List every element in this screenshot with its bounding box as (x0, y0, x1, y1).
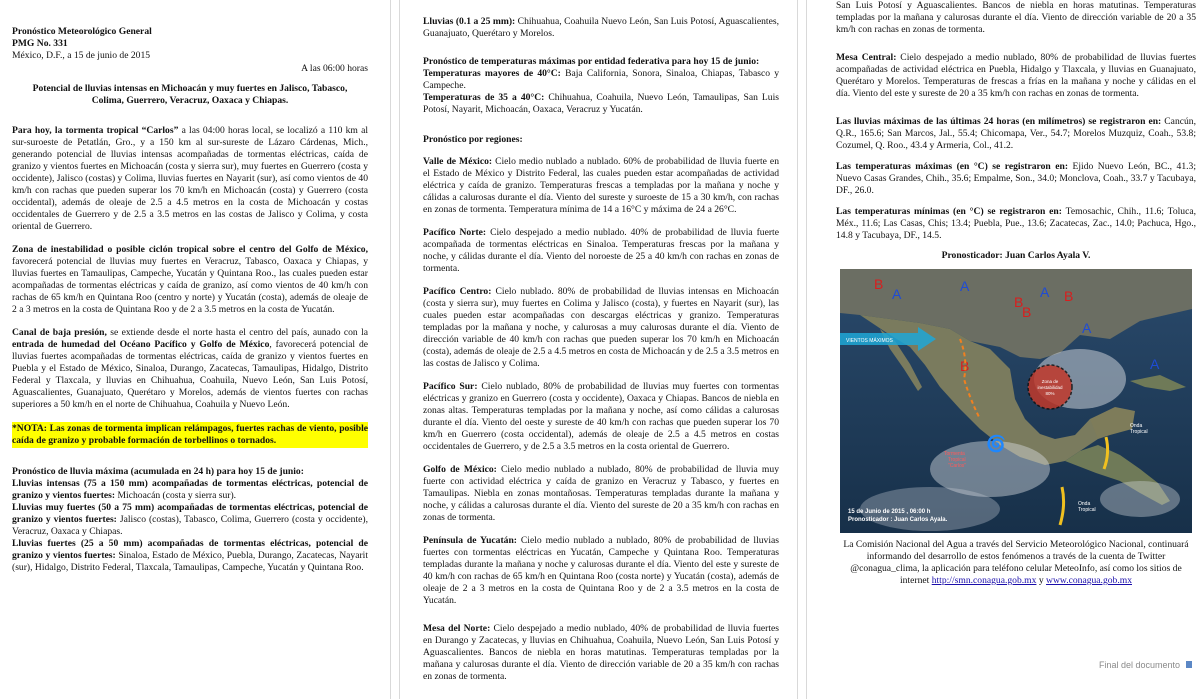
bulletin-date: México, D.F., a 15 de junio de 2015 (12, 50, 151, 61)
weather-map (840, 269, 1192, 533)
map-caption-date: 15 de Junio de 2015 , 06:00 h (848, 509, 931, 515)
regions-title: Pronóstico por regiones: (423, 134, 523, 145)
paragraph-trough: Canal de baja presión, se extiende desde el norte hasta el centro del país, aunado con la entrada de humedad del Océano Pacífico y Golfo de México, favorecerá potencial de lluvias fuertes acompañadas de tormentas eléctricas, caída de granizo y vientos fuertes en Puebla y el Estado de México, Sinaloa, Durango, Zacatecas, Tamaulipas, Hidalgo, Distrito Federal y Tlaxcala, y lluvias en Chihuahua, Coahuila, Nuevo León, San Luis Potosí, Aguascalientes, Guanajuato, Querétaro y Morelos, además de vientos fuertes con rachas superiores a 50 km/h en el norte de Chihuahua, Coahuila y Nuevo León. (12, 327, 368, 410)
bulletin-title: Pronóstico Meteorológico General (12, 26, 152, 37)
forecaster-name: Pronosticador: Juan Carlos Ayala V. (941, 250, 1091, 261)
storm-label-3: "Carlos" (948, 463, 966, 469)
bulletin-number: PMG No. 331 (12, 38, 68, 49)
end-of-document-icon (1186, 661, 1192, 668)
region-pacifico-centro: Pacífico Centro: Cielo nublado. 80% de probabilidad de lluvias intensas en Michoacán (costa y sierra sur), muy fuertes en Colima y Jalisco (costa), y fuertes en Nayarit (sur), las cuales pueden estar acompañadas con descargas eléctricas y granizo. Temperaturas templadas por la mañana y noche, y calurosas a muy calurosas durante el día. Viento de dirección variable de 40 km/h con rachas que pueden superar los 70 km/h en Michoacán (costa), además de oleaje de 2.5 a 4.5 metros en costa de Michoacán y de 2.5 a 3.5 metros en las costas de Jalisco y Colima. (423, 286, 779, 369)
zone-label-3: 80% (1045, 391, 1055, 396)
low-marker: B (1022, 304, 1032, 320)
link-smn[interactable]: http://smn.conagua.gob.mx (931, 575, 1037, 586)
storm-label-2: Tropical (948, 457, 966, 463)
storm-label-1: Tormenta (944, 451, 965, 457)
page-column-2 (399, 0, 798, 699)
zone-label-2: inestabilidad (1037, 385, 1063, 390)
temps-item-1: Temperaturas mayores de 40°C: Baja California, Sonora, Sinaloa, Chiapas, Tabasco y Campeche. (423, 68, 779, 91)
page-column-1 (0, 0, 391, 699)
storm-icon: 🌀 (986, 434, 1006, 453)
headline: Potencial de lluvias intensas en Michoacán y muy fuertes en Jalisco, Tabasco, Colima, Guerrero, Veracruz, Oaxaca y Chiapas. (32, 83, 348, 106)
record-rain: Las lluvias máximas de las últimas 24 horas (en milímetros) se registraron en: Cancún, Q.R., 165.6; San Marcos, Jal., 55.4; Chicomapa, Ver., 54.7; Morelos Muzquiz, Coah., 53.8; Cozumel, Q. Roo., 43.4 y Armeria, Col., 41.2. (836, 116, 1196, 151)
note-highlight: *NOTA: Las zonas de tormenta implican relámpagos, fuertes rachas de viento, posible caída de granizo y probable formación de torbellinos o tornados. (12, 423, 368, 446)
rain-title: Pronóstico de lluvia máxima (acumulada en 24 h) para hoy 15 de junio: (12, 466, 304, 477)
high-marker: A (1150, 356, 1160, 372)
region-valle: Valle de México: Cielo medio nublado a nublado. 60% de probabilidad de lluvia fuerte en el Estado de México y Distrito Federal, las cuales pueden estar acompañadas de actividad eléctrica y caída de granizo. Temperaturas frescas a templadas por la mañana y noche y cálidas a calurosas durante el día. Viento del sureste y suroeste de 15 a 30 km/h, con rachas en zonas de tormenta. Temperatura mínima de 14 a 16°C y máxima de 24 a 26°C. (423, 156, 779, 215)
zone-label-1: Zona de (1041, 379, 1059, 384)
bulletin-time: A las 06:00 horas (301, 63, 368, 74)
rain-item-1: Lluvias intensas (75 a 150 mm) acompañadas de tormentas eléctricas, potencial de granizo y vientos fuertes: Michoacán (costa y sierra sur). (12, 478, 368, 501)
rain-item-2: Lluvias muy fuertes (50 a 75 mm) acompañadas de tormentas eléctricas, potencial de granizo y vientos fuertes: Jalisco (costas), Tabasco, Colima, Guerrero (costa y occidente), Veracruz, Oaxaca y Chiapas. (12, 502, 368, 537)
high-marker: A (1040, 284, 1050, 300)
end-of-document-label: Final del documento (1098, 660, 1180, 670)
high-marker: A (1082, 320, 1092, 336)
wave2-label-1: Onda (1078, 501, 1091, 507)
region-pacifico-sur: Pacífico Sur: Cielo nublado, 80% de probabilidad de lluvias muy fuertes con tormentas eléctricas y granizo en Guerrero (costa y occidente), Oaxaca y Chiapas. Bancos de niebla en zonas altas. Temperaturas templadas por la mañana y noche, así como cálidas a calurosas durante el día. Viento del oeste y sureste de 40 km/h con rachas que pueden superar los 70 km/h en Guerrero (costa occidental), además de oleaje de 2.5 a 4.5 metros en costas occidentales de Guerrero, y de 2.5 a 3.5 metros en la costa oriental de Guerrero. (423, 381, 779, 452)
closing-paragraph: La Comisión Nacional del Agua a través del Servicio Meteorológico Nacional, continuará informando del desarrollo de estos fenómenos a través de la cuenta de Twitter @conagua_clima, la aplicación para teléfono celular MeteoInfo, así como los sitios de internet http://smn.conagua.gob.mx y www.conagua.gob.mx (843, 539, 1189, 586)
low-marker: B (960, 358, 970, 374)
paragraph-instability: Zona de inestabilidad o posible ciclón tropical sobre el centro del Golfo de México, favorecerá potencial de lluvias muy fuertes en Veracruz, Tabasco, Oaxaca y Chiapas, y lluvias fuertes en Tamaulipas, Campeche, Yucatán y Quintana Roo., las cuales pueden estar acompañadas de tormentas eléctricas y caída de granizo, así como vientos de 40 km/h con rachas de 65 km/h en Quintana Roo (centro y norte) y Yucatán (costa), además de oleaje de 2 a 3 metros en la costa de Quintana Roo y de 2 a 3.5 metros en la costa de Yucatán. (12, 244, 368, 315)
region-mesa-norte: Mesa del Norte: Cielo despejado a medio nublado, 40% de probabilidad de lluvia fuertes en Durango y Zacatecas, y lluvias en Chihuahua, Coahuila, Nuevo León, San Luis Potosí y Aguascalientes. Bancos de niebla en horas matutinas. Temperaturas templadas por la mañana y calurosas durante el día. Viento de dirección variable de 20 a 35 km/h con rachas en zonas de tormenta. (423, 623, 779, 682)
region-mesa-norte-continued: San Luis Potosí y Aguascalientes. Bancos de niebla en horas matutinas. Temperaturas templadas por la mañana y calurosas durante el día. Viento de dirección variable de 20 a 35 km/h con rachas en zonas de tormenta. (836, 0, 1196, 35)
high-marker: A (892, 286, 902, 302)
high-marker: A (960, 278, 970, 294)
winds-label: VIENTOS MÁXIMOS (846, 338, 893, 344)
link-conagua[interactable]: www.conagua.gob.mx (1046, 575, 1132, 586)
rain-item-4: Lluvias (0.1 a 25 mm): Chihuahua, Coahuila Nuevo León, San Luis Potosí, Aguascalientes, Guanajuato, Querétaro y Morelos. (423, 16, 779, 39)
region-yucatan: Península de Yucatán: Cielo medio nublado a nublado, 80% de probabilidad de lluvias fuertes con tormentas eléctricas en Yucatán, Campeche y Quintana Roo. Temperaturas templadas durante la mañana y noche y calurosas durante el día. Viento del este y sureste de 40 km/h con rachas de 65 km/h en Quintana Roo (costa norte) y Yucatán (costa), además de oleaje de 2 a 3 metros en la costa de Quintana Roo y de 2 a 3.5 metros en la costa de Yucatán. (423, 535, 779, 606)
wave1-label-1: Onda (1130, 423, 1143, 429)
weather-map-graphic (840, 269, 1192, 533)
temps-item-2: Temperaturas de 35 a 40°C: Chihuahua, Coahuila, Nuevo León, Tamaulipas, San Luis Potosí, Nayarit, Michoacán, Oaxaca, Veracruz y Yucatán. (423, 92, 779, 115)
region-golfo: Golfo de México: Cielo medio nublado a nublado, 80% de probabilidad de lluvia muy fuerte con actividad eléctrica y caída de granizo en Veracruz y Tabasco, y fuertes en Tamaulipas. Niebla en zonas montañosas. Temperaturas templadas durante la mañana y noche, y cálidas a calurosas durante el día. Viento del sureste de 20 a 35 km/h con rachas en zonas de tormenta. (423, 464, 779, 523)
map-caption-author: Pronosticador : Juan Carlos Ayala. (848, 517, 948, 523)
temps-title: Pronóstico de temperaturas máximas por entidad federativa para hoy 15 de junio: (423, 56, 760, 67)
record-min-temp: Las temperaturas mínimas (en °C) se registraron en: Temosachic, Chih., 11.6; Toluca, Méx., 11.6; Las Casas, Chis; 13.4; Puebla, Pue., 13.6; Zacatecas, Zac., 14.0; Pachuca, Hgo., 14.8 y Tacubaya, DF., 14.5. (836, 206, 1196, 241)
low-marker: B (1014, 294, 1024, 310)
rain-item-3: Lluvias fuertes (25 a 50 mm) acompañadas de tormentas eléctricas, potencial de granizo y vientos fuertes: Sinaloa, Estado de México, Puebla, Durango, Zacatecas, Nayarit (sur), Hidalgo, Distrito Federal, Tlaxcala, Tamaulipas, Campeche, Yucatán y Quintana Roo. (12, 538, 368, 573)
low-marker: B (1064, 288, 1074, 304)
region-mesa-central: Mesa Central: Cielo despejado a medio nublado, 80% de probabilidad de lluvias fuertes acompañadas de actividad eléctrica en Puebla, Hidalgo y Tlaxcala, y lluvias en Guanajuato, Querétaro y Morelos. Temperaturas de frescas a frías en la mañana y noche y cálidas en el día. Viento del este y sureste de 20 a 35 km/h con rachas en zonas de tormenta. (836, 52, 1196, 99)
paragraph-storm: Para hoy, la tormenta tropical “Carlos” a las 04:00 horas local, se localizó a 110 km al sur-suroeste de Petatlán, Gro., y a 150 km al sur-sureste de Lázaro Cárdenas, Mich., generando potencial de lluvias intensas acompañadas de tormentas eléctricas, caída de granizo y vientos fuertes en Michoacán (costa y sierra sur), muy fuertes en Guerrero (costa y occidente), Jalisco (costas) y Colima, lluvias fuertes en Nayarit (sur), así como vientos de 40 km/h con rachas que pueden superar los 70 km/h en Michoacán (costa) y Guerrero (costa occidental), además de oleaje de 2.5 a 4.5 metros en la costa de Michoacán y costas occidentales de Guerrero y de 2.5 a 3.5 metros en las costas de Jalisco y Colima, y costa oriental de Guerrero. (12, 125, 368, 232)
page-column-3 (806, 0, 1200, 699)
wave1-label-2: Tropical (1130, 429, 1148, 435)
record-max-temp: Las temperaturas máximas (en °C) se registraron en: Ejido Nuevo León, BC., 41.3; Nuevo Casas Grandes, Chih., 35.6; Empalme, Son., 34.0; Monclova, Coah., 33.7 y Tacubaya, DF., 26.0. (836, 161, 1196, 196)
low-marker: B (874, 276, 884, 292)
wave2-label-2: Tropical (1078, 507, 1096, 513)
region-pacifico-norte: Pacífico Norte: Cielo despejado a medio nublado. 40% de probabilidad de lluvia fuerte acompañada de tormentas eléctricas en Sinaloa. Temperaturas frescas por la mañana y noche, y cálidas durante el día. Viento del noroeste de 25 a 40 km/h con rachas en zonas de tormenta. (423, 227, 779, 274)
